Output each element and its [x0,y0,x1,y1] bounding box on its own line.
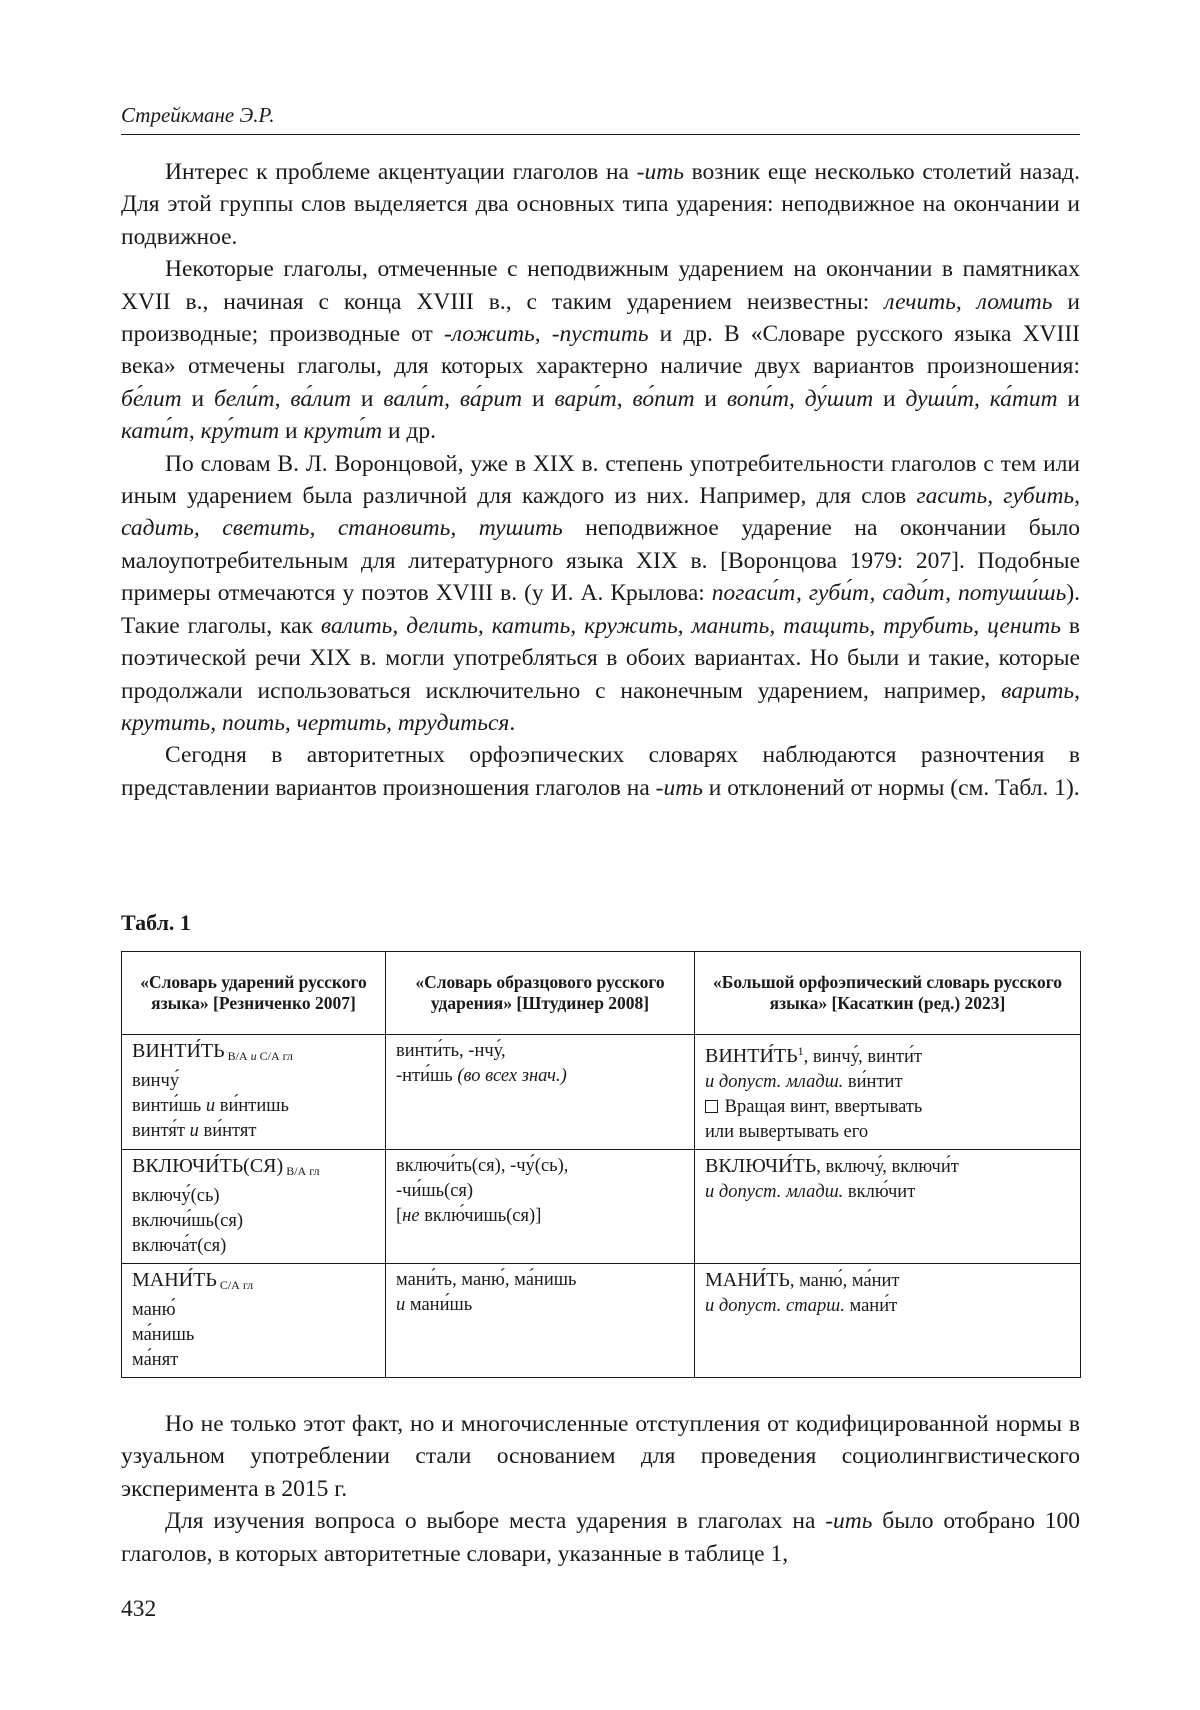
cell-line [132,1184,375,1209]
text-run: ви́нтишь [215,1096,289,1116]
text-run: ма́нят [132,1350,179,1371]
text-run: и [181,385,214,412]
text-run: ВКЛЮЧИ́ТЬ [705,1155,817,1178]
table-cell [122,1035,386,1150]
text-run: вали́т [383,385,445,412]
cell-line [396,1204,684,1229]
page-number: 432 [121,1596,157,1622]
text-run: бели́т [213,385,275,412]
text-run: винти́шь [132,1096,206,1116]
text-run: ва́рит [459,385,523,412]
text-run: кру́тит [200,418,280,445]
text-run: , [973,385,990,412]
text-run: мани́т [844,1296,898,1317]
text-run: вари́т [554,385,617,412]
text-run: не [402,1206,420,1227]
cell-line [396,1064,684,1089]
cell-line [396,1039,684,1064]
table-cell [122,1150,386,1264]
text-run: и [1057,385,1081,412]
text-run: возник еще несколько столетий назад. Для этой группы слов выделяется два основных типа ударения: неподвижное на окончании и подвижное. [121,159,1081,250]
text-run: кати́т [121,418,189,445]
cell-line [132,1094,375,1119]
paragraph [121,156,1080,253]
cell-line [396,1179,684,1204]
table-cell [695,1035,1081,1150]
text-run: Вращая винт, ввертывать [720,1097,923,1118]
table-caption: Табл. 1 [121,910,191,935]
text-run: лечить, ломить [884,288,1053,315]
cell-line [132,1209,375,1234]
text-run: и др. [382,418,436,445]
text-run: Сегодня в авторитетных орфоэпических словарях наблюдаются разночтения в представлении вариантов произношения глаголов на [121,742,1080,801]
text-run: и производные; производные от [121,288,1080,348]
table-cell [386,1150,695,1264]
cell-line [132,1323,375,1348]
text-run: крути́т [303,418,383,445]
text-run: души́т [905,385,974,412]
paragraph [121,1408,1080,1505]
cell-line [132,1039,375,1069]
cell-line [132,1298,375,1323]
cell-line [705,1180,1070,1205]
text-run: -ить [636,159,684,185]
text-run: винти́ть, -нчу́, [396,1041,506,1061]
text-run: ). Такие глаголы, как [121,580,1081,639]
text-run: -ить [825,1508,873,1535]
text-run: и [351,385,384,412]
table-cell [695,1150,1081,1264]
text-run: и [189,1121,199,1141]
table-cell [122,1264,386,1378]
text-run: , [188,418,201,445]
text-run: включи́шь(ся) [132,1211,243,1232]
text-run: Интерес к проблеме акцентуации глаголов на [165,159,637,185]
text-run: в поэтической речи XIX в. могли употребляться в обоих вариантах. Но были и такие, которые продолжали использоваться исключительно с наконечным ударением, например, [121,612,1080,704]
cell-line [396,1154,684,1179]
text-run: ви́нтит [843,1072,903,1093]
paragraph [121,253,1080,447]
cell-line [705,1070,1070,1095]
text-run: ВКЛЮЧИ́ТЬ(СЯ) [132,1155,284,1178]
running-head: Стрейкмане Э.Р. [121,101,1080,135]
text-run: и допуст. старш. [705,1296,845,1317]
text-run: -чи́шь(ся) [396,1181,474,1202]
cell-line [132,1069,375,1094]
text-run: вклю́чишь(ся)] [419,1206,542,1227]
text-run: По словам В. Л. Воронцовой, уже в XIX в. степень употребительности глаголов с тем или иным ударением была различной для каждого из них. Например, для слов [121,450,1080,510]
text-run: МАНИ́ТЬ [132,1269,217,1292]
cell-line [132,1154,375,1184]
text-run: и [694,385,727,412]
text-run: и [873,385,906,412]
text-run: , винчу́, винти́т [803,1047,922,1068]
table-cell [695,1264,1081,1378]
text-run: , [444,385,460,412]
cell-line [705,1268,1070,1294]
table-cell [386,1264,695,1378]
text-run: было отобрано 100 глаголов, в которых авторитетные словари, указанные в таблице 1, [121,1508,1081,1567]
table-header-row [122,952,1081,1035]
text-run: . [509,709,516,736]
text-run: включа́т(ся) [132,1236,227,1257]
text-run: ВИНТИ́ТЬ [705,1045,798,1068]
text-run: , [274,385,291,412]
cell-line [705,1154,1070,1180]
text-run: ва́лит [290,385,352,412]
grammar-mark: В/А гл [283,1164,320,1179]
grammar-mark: С/А гл [216,1278,254,1293]
text-run: ка́тит [989,385,1058,412]
cell-line [705,1294,1070,1319]
cell-line [396,1268,684,1293]
superscript: 1 [797,1044,804,1058]
text-run: включи́ть(ся), -чу́(сь), [396,1156,569,1177]
table-header-cell: «Словарь образцового русского ударения» [Штудинер 2008] [386,952,695,1035]
text-run: мани́шь [405,1295,473,1316]
text-run: вопи́т [726,385,789,412]
text-run: , маню́, ма́нит [789,1271,900,1292]
cell-line [132,1268,375,1298]
cell-line [132,1234,375,1259]
paragraph [121,448,1080,740]
text-run: бе́лит [121,385,182,412]
text-run: -ложить, -пустить [443,321,649,348]
text-run: -нти́шь [396,1066,458,1086]
text-run: мани́ть, маню́, ма́нишь [396,1270,577,1291]
continuation-text [121,1408,1080,1570]
text-run: и отклонений от нормы (см. Табл. 1). [702,774,1080,801]
table-header-cell: «Большой орфоэпический словарь русского языка» [Касаткин (ред.) 2023] [695,952,1081,1035]
text-run: , включу́, включи́т [816,1157,959,1178]
table-header-cell: «Словарь ударений русского языка» [Резниченко 2007] [122,952,386,1035]
text-run: и [205,1096,216,1116]
text-run: МАНИ́ТЬ [705,1269,790,1292]
grammar-mark: С/А гл [256,1049,293,1063]
cell-line [132,1119,375,1144]
cell-line [132,1348,375,1373]
text-run: и допуст. младш. [705,1072,844,1093]
text-run: гасить, губить, садить, светить, становить, тушить [121,483,1080,542]
text-run: и [279,418,304,445]
text-run: Но не только этот факт, но и многочисленные отступления от кодифицированной нормы в узуальном употреблении стали основанием для проведения социолингвистического эксперимента в 2015 г. [121,1411,1080,1502]
cell-line [705,1095,1070,1120]
text-run: винтя́т [132,1121,190,1141]
paragraph [121,739,1080,804]
text-run: и [522,385,555,412]
main-text [121,156,1080,804]
text-run: или вывертывать его [705,1122,869,1143]
text-run: -ить [655,774,703,801]
text-run: ви́нтят [198,1121,257,1141]
paragraph [121,1505,1080,1570]
grammar-mark: В/А [224,1049,251,1063]
text-run: Для изучения вопроса о выборе места ударения в глаголах на [165,1508,826,1535]
text-run: (во всех знач.) [457,1066,567,1086]
text-run: , [616,385,633,412]
text-run: и [396,1295,406,1316]
text-run: включу́(сь) [132,1186,220,1207]
table-row [122,1035,1081,1150]
text-run: винчу́ [132,1071,180,1091]
text-run: , [788,385,805,412]
text-run: варить, крутить, поить, чертить, трудиться [121,677,1080,736]
text-run: ВИНТИ́ТЬ [132,1040,225,1062]
text-run: маню́ [132,1300,176,1321]
text-run: погаси́т, губи́т, сади́т, потуши́шь [711,580,1067,607]
text-run: ма́нишь [132,1325,195,1346]
text-run: и др. В «Словаре русского языка XVIII века» отмечены глаголы, для которых характерно наличие двух вариантов произношения: [121,321,1080,380]
text-run: [ [396,1206,403,1227]
cell-line [705,1120,1070,1145]
text-run: во́пит [632,385,695,412]
text-run: вклю́чит [843,1182,916,1203]
cell-line [705,1039,1070,1070]
text-run: Некоторые глаголы, отмеченные с неподвижным ударением на окончании в памятниках XVII в., начиная с конца XVIII в., с таким ударением неизвестны: [121,256,1080,315]
text-run: валить, делить, катить, кружить, манить, тащить, трубить, ценить [320,612,1061,639]
accent-dictionaries-table [121,951,1081,1378]
square-bullet-icon [705,1100,718,1113]
cell-line [396,1293,684,1318]
table-row [122,1150,1081,1264]
table-row [122,1264,1081,1378]
text-run: неподвижное ударение на окончании было малоупотребительным для литературного языка XIX в. [Воронцова 1979: 207]. Подобные примеры отмечаются у поэтов XVIII в. (у И. А. Крылова: [121,515,1080,607]
text-run: ду́шит [804,385,874,412]
table-cell [386,1035,695,1150]
grammar-mark: и [250,1049,257,1063]
text-run: и допуст. младш. [705,1182,844,1203]
